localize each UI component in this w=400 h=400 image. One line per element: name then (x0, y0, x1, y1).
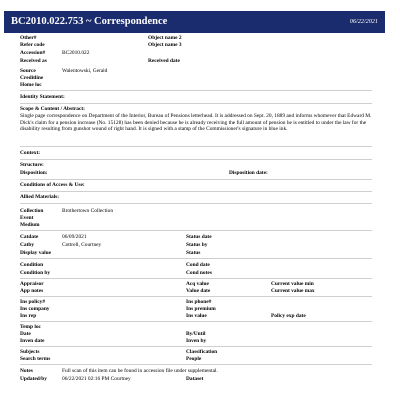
notes-value: Full scan of this item can be found in accession file under supplemental. (62, 368, 218, 374)
divider (20, 90, 372, 91)
ins-policy-label: Ins policy# (20, 299, 46, 305)
structure-label: Structure: (20, 162, 44, 168)
ins-rep-label: Ins rep (20, 313, 37, 319)
subjects-label: Subjects (20, 349, 40, 355)
divider (20, 321, 372, 322)
catdate-label: Catdate (20, 234, 39, 240)
medium-label: Medium (20, 222, 40, 228)
received-as-label: Received as (20, 58, 47, 64)
search-terms-label: Search terms (20, 356, 51, 362)
divider (20, 159, 372, 160)
creditline-label: Creditline (20, 75, 44, 81)
condition-by-label: Condition by (20, 270, 51, 276)
inven-date-label: Inven date (20, 338, 45, 344)
home-loc-label: Home loc (20, 82, 42, 88)
cond-date-label: Cond date (186, 262, 210, 268)
divider (20, 346, 372, 347)
context-label: Context: (20, 150, 41, 156)
other-number-label: Other# (20, 35, 37, 41)
by-until-label: By/Until (186, 331, 206, 337)
temp-loc-label: Temp loc (20, 324, 41, 330)
divider (20, 296, 372, 297)
appraisor-label: Appraisor (20, 281, 44, 287)
divider (20, 230, 372, 231)
ins-phone-label: Ins phone# (186, 299, 212, 305)
accession-value: BC2010.022 (62, 50, 90, 56)
collection-label: Collection (20, 208, 44, 214)
divider (20, 278, 372, 279)
divider (20, 191, 372, 192)
display-value-label: Display value (20, 250, 52, 256)
notes-label: Notes (20, 368, 33, 374)
value-date-label: Value date (186, 288, 211, 294)
source-value: Walentowski, Gerald (62, 68, 108, 74)
divider (20, 203, 372, 204)
status-date-label: Status date (186, 234, 212, 240)
collection-value: Brothertown Collection (62, 208, 114, 214)
classification-label: Classification (186, 349, 218, 355)
ins-premium-label: Ins premium (186, 306, 216, 312)
object-name-2-label: Object name 2 (148, 35, 182, 41)
current-value-min-label: Current value min (271, 281, 314, 287)
status-label: Status (186, 250, 201, 256)
identity-statement-label: Identity Statement: (20, 94, 65, 100)
app-notes-label: App notes (20, 288, 44, 294)
dataset-label: Dataset (186, 376, 204, 382)
current-value-max-label: Current value max (271, 288, 315, 294)
record-date: 06/22/2021 (349, 18, 378, 25)
record-header (4, 11, 385, 33)
updated-by-value: 06/22/2021 02:16 PM Courtney (62, 376, 131, 382)
ins-value-label: Ins value (186, 313, 207, 319)
catby-value: Cottrell, Courtney (62, 242, 102, 248)
catby-label: Catby (20, 242, 35, 248)
acq-value-label: Acq value (186, 281, 209, 287)
divider (20, 364, 372, 365)
source-label: Source (20, 68, 36, 74)
cond-notes-label: Cond notes (186, 270, 212, 276)
scope-content-text: Single page correspondence on Department of the Interior, Bureau of Pensions letterhead. It is addressed on Sept. 20, 1889 and informs whomever that Edward M. Dick's claim for a pension increase (No. 15128) has been denied because he is already receiving the full amount of pension he is entitled to under the law for the disability resulting from gunshot wound of right hand. It is signed with a stamp of the Commissioner's signature in blue ink. (20, 113, 372, 133)
updated-by-label: Updated/by (20, 376, 47, 382)
divider (20, 179, 372, 180)
status-by-label: Status by (186, 242, 208, 248)
scope-content-label: Scope & Content / Abstract: (20, 106, 85, 112)
policy-exp-date-label: Policy exp date (271, 313, 306, 319)
date-label: Date (20, 331, 31, 337)
inven-by-label: Inven by (186, 338, 207, 344)
received-date-label: Received date (148, 58, 180, 64)
accession-label: Accession# (20, 50, 46, 56)
condition-label: Condition (20, 262, 44, 268)
people-label: People (186, 356, 202, 362)
divider (20, 258, 372, 259)
allied-materials-label: Allied Materials: (20, 194, 60, 200)
record-title: BC2010.022.753 ~ Correspondence (11, 16, 168, 27)
disposition-date-label: Disposition date: (229, 170, 268, 176)
ins-company-label: Ins company (20, 306, 50, 312)
divider (20, 103, 372, 104)
divider (20, 146, 372, 147)
object-name-3-label: Object name 3 (148, 42, 182, 48)
refer-code-label: Refer code (20, 42, 45, 48)
disposition-label: Disposition: (20, 170, 48, 176)
event-label: Event (20, 215, 34, 221)
conditions-access-label: Conditions of Access & Use: (20, 182, 85, 188)
catdate-value: 06/09/2021 (62, 234, 87, 240)
